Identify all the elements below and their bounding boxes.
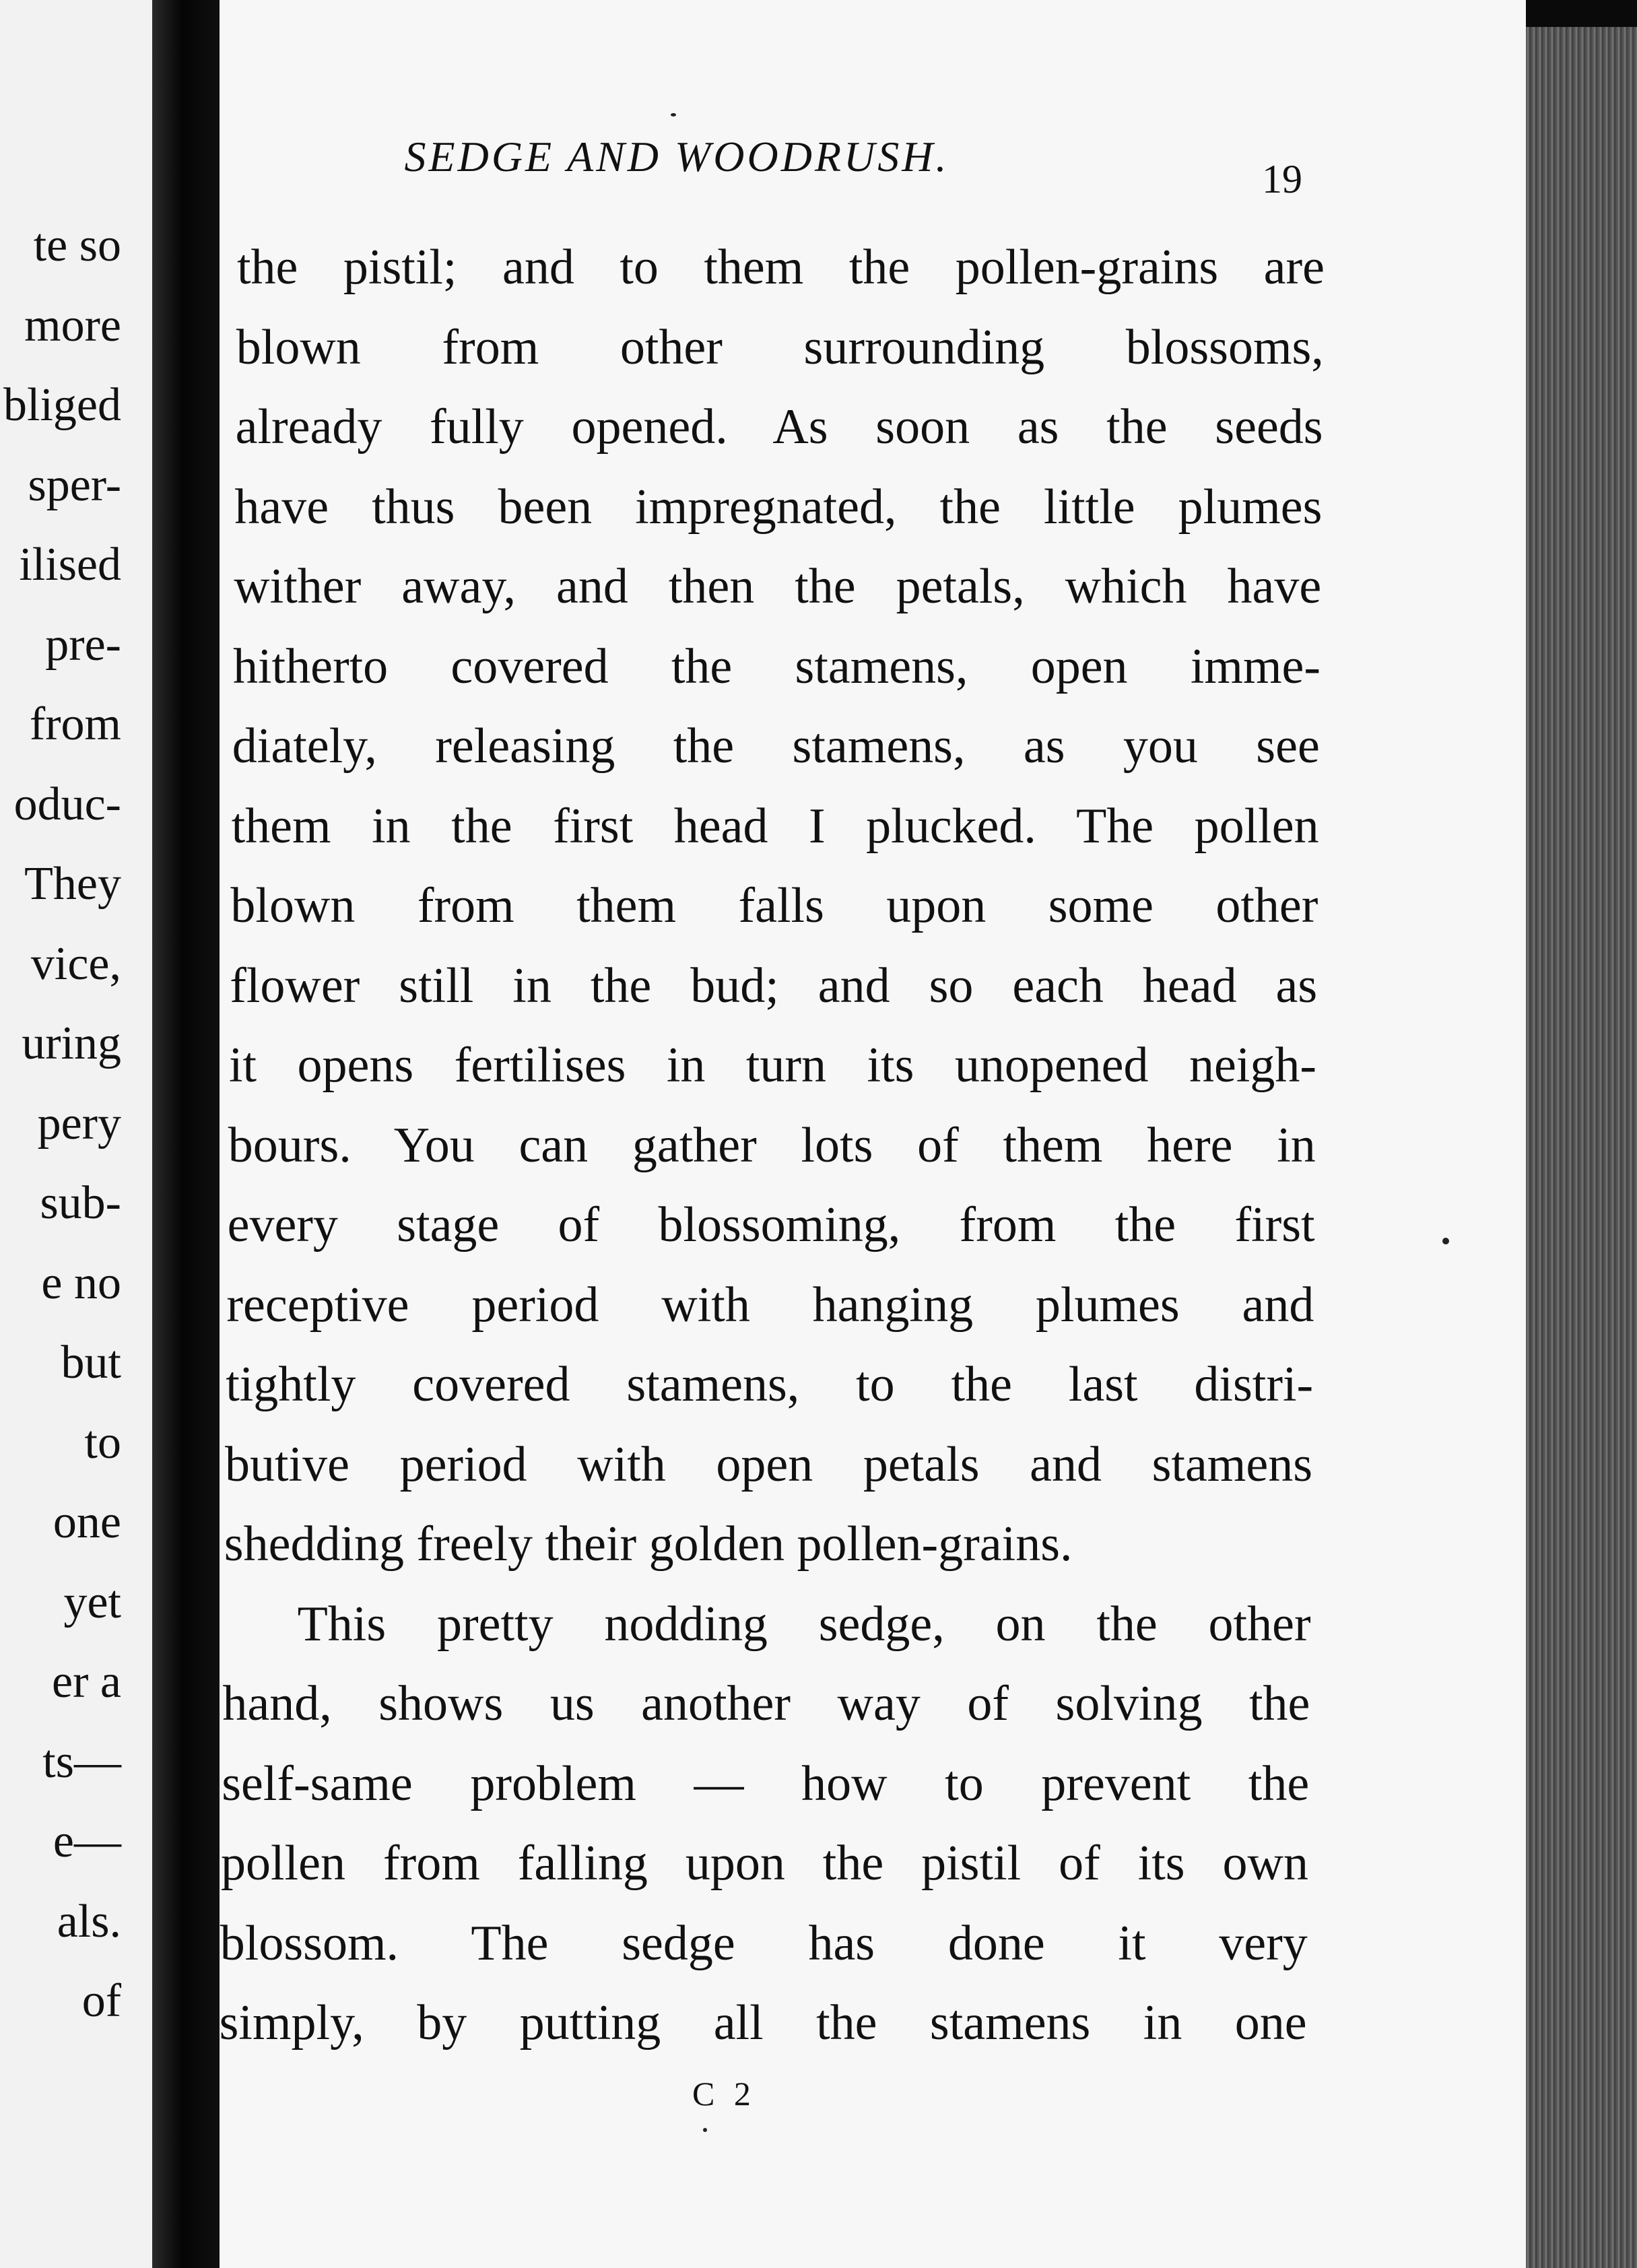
left-facing-page: [0, 0, 153, 2268]
text-line: tightly covered stamens, to the last distri-: [226, 1357, 1314, 1412]
text-line: simply, by putting all the stamens in one: [219, 1995, 1307, 2050]
left-page-fragment: bliged: [3, 379, 121, 431]
book-gutter: [152, 0, 220, 2268]
left-page-fragment: vice,: [30, 937, 121, 990]
text-line: them in the first head I plucked. The pollen: [231, 798, 1319, 854]
left-page-fragment: yet: [63, 1576, 121, 1628]
text-line: self-same problem — how to prevent the: [222, 1756, 1310, 1811]
left-page-fragment: e no: [41, 1257, 121, 1309]
left-page-fragment: one: [53, 1496, 121, 1548]
text-line: flower still in the bud; and so each head as: [230, 958, 1318, 1013]
left-page-fragment: pre-: [45, 618, 121, 671]
ink-speck: [703, 2128, 707, 2132]
text-line: bours. You can gather lots of them here in: [228, 1117, 1316, 1173]
text-line: This pretty nodding sedge, on the other: [297, 1596, 1311, 1652]
left-page-fragment: more: [24, 299, 121, 352]
text-line: wither away, and then the petals, which have: [234, 559, 1322, 614]
text-line: receptive period with hanging plumes and: [226, 1277, 1314, 1333]
left-page-fragment: ilised: [19, 539, 121, 591]
left-page-fragment: sper-: [28, 459, 121, 511]
left-page-fragment: uring: [22, 1018, 121, 1069]
text-line: shedding freely their golden pollen-grains.: [224, 1516, 1073, 1572]
left-page-fragment: e—: [53, 1815, 121, 1867]
text-line: blown from them falls upon some other: [230, 878, 1318, 933]
text-line: hand, shows us another way of solving the: [222, 1676, 1310, 1731]
page-number: 19: [1262, 157, 1302, 201]
text-line: it opens fertilises in turn its unopened neigh-: [229, 1038, 1316, 1093]
left-page-fragment: but: [61, 1337, 121, 1389]
left-page-fragment: er a: [52, 1656, 121, 1708]
ink-speck: [671, 113, 676, 116]
text-line: already fully opened. As soon as the seeds: [235, 399, 1323, 455]
ink-speck: [1442, 1238, 1449, 1244]
text-line: the pistil; and to them the pollen-grains are: [237, 240, 1325, 295]
text-line: hitherto covered the stamens, open imme-: [233, 638, 1321, 694]
page-edges: [1526, 27, 1637, 2268]
left-page-fragment: from: [29, 698, 121, 750]
text-line: blossom. The sedge has done it very: [220, 1915, 1308, 1971]
left-page-fragment: te so: [33, 220, 121, 271]
left-page-fragment: oduc-: [13, 778, 121, 830]
left-page-fragment: als.: [57, 1895, 121, 1947]
left-page-fragment: of: [81, 1975, 121, 2027]
text-line: have thus been impregnated, the little plumes: [234, 479, 1323, 535]
left-page-fragment: They: [24, 858, 121, 910]
text-line: blown from other surrounding blossoms,: [236, 319, 1324, 375]
text-line: every stage of blossoming, from the first: [227, 1197, 1315, 1253]
left-page-fragment: pery: [37, 1097, 121, 1149]
text-line: pollen from falling upon the pistil of its own: [221, 1836, 1308, 1891]
left-page-fragment: ts—: [42, 1735, 121, 1788]
page-edge-top: [1526, 0, 1637, 27]
text-line: butive period with open petals and stamens: [225, 1436, 1312, 1492]
signature-mark: C 2: [692, 2075, 756, 2112]
running-head: SEDGE AND WOODRUSH.: [404, 133, 949, 180]
left-page-fragment: to: [84, 1416, 121, 1469]
text-line: diately, releasing the stamens, as you see: [232, 719, 1320, 774]
left-page-fragment: sub-: [40, 1177, 121, 1229]
